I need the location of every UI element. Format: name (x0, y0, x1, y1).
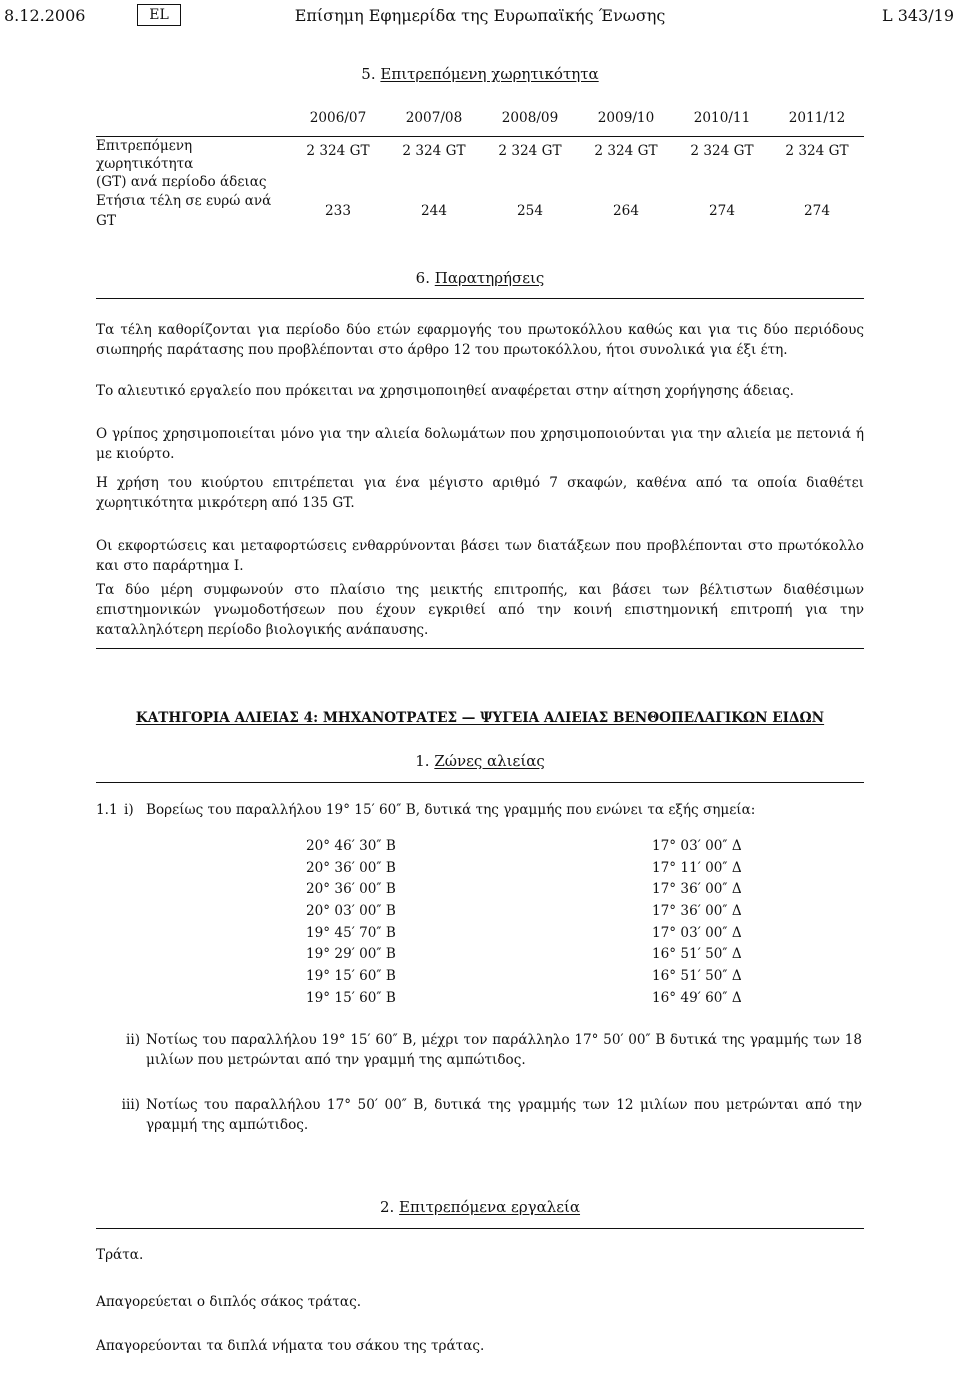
row-label: Επιτρεπόμενη χωρητικότητα (GT) ανά περίοδο άδειας (96, 137, 267, 190)
table-row (96, 136, 864, 191)
list-item: 19° 15′ 60″ Β 16° 49′ 60″ Δ (306, 989, 742, 1006)
table-cell: 233 (325, 202, 351, 219)
gear-line: Απαγορεύεται ο διπλός σάκος τράτας. (96, 1294, 362, 1310)
list-item: 20° 46′ 30″ Β 17° 03′ 00″ Δ (306, 838, 742, 854)
list-item: 20° 03′ 00″ Β 17° 36′ 00″ Δ (306, 903, 742, 920)
remark-paragraph: Το αλιευτικό εργαλείο που πρόκειται να χρησιμοποιηθεί αναφέρεται στην αίτηση χορήγησης άδειας. (96, 383, 795, 399)
section-5-text: Επιτρεπόμενη χωρητικότητα (380, 65, 599, 83)
item-i-label: i) (124, 802, 134, 818)
list-item: 20° 36′ 00″ Β 17° 11′ 00″ Δ (306, 859, 742, 876)
list-item: 19° 29′ 00″ Β 16° 51′ 50″ Δ (306, 946, 742, 963)
section-divider (96, 648, 864, 649)
table-cell: 2 324 GT (498, 142, 562, 159)
table-header-row (96, 100, 864, 136)
item-ii-text: Νοτίως του παραλλήλου 19° 15′ 60″ Β, μέχρι τον παράλληλο 17° 50′ 00″ Β δυτικά της γραμμής των 18 μιλίων που μετρώνται από την γραμμή της αμπώτιδος. (146, 1032, 862, 1068)
remark-paragraph: Τα δύο μέρη συμφωνούν στο πλαίσιο της μεικτής επιτροπής, και βάσει των βέλτιστων διαθέσιμων επιστημονικών γνωμοδοτήσεων που έχουν εγκριθεί από την κοινή επιστημονική επιτροπή για την καταλληλότερη περίοδο βιολογικής ανάπαυσης. (96, 582, 864, 638)
remark-paragraph: Ο γρίπος χρησιμοποιείται μόνο για την αλιεία δολωμάτων που χρησιμοποιούνται για την αλιεία με πετονιά ή με κιούρτο. (96, 426, 864, 462)
gear-number: 2. (379, 1198, 395, 1216)
section-6-text: Παρατηρήσεις (434, 269, 545, 287)
table-cell: 254 (517, 202, 543, 219)
item-ii-label: ii) (126, 1032, 140, 1048)
item-number: 1.1 (96, 802, 118, 818)
zones-text: Ζώνες αλιείας (434, 752, 545, 770)
section-5-title (96, 64, 864, 84)
table-cell: 244 (421, 202, 447, 219)
section-5-number: 5. (361, 65, 376, 83)
section-divider (96, 298, 864, 299)
item-iii-label: iii) (121, 1097, 140, 1113)
column-header: 2011/12 (788, 109, 846, 126)
coordinates-list (306, 836, 746, 1010)
page-reference: L 343/19 (882, 6, 954, 25)
gear-text: Επιτρεπόμενα εργαλεία (399, 1198, 581, 1216)
remark-paragraph: Τα τέλη καθορίζονται για περίοδο δύο ετών εφαρμογής του πρωτοκόλλου καθώς και για τις δύο περιόδους σιωπηρής παράτασης που προβλέπονται στο άρθρο 12 του πρωτοκόλλου, ήτοι συνολικά για έξι έτη. (96, 322, 864, 358)
table-cell: 274 (709, 202, 735, 219)
list-item: 20° 36′ 00″ Β 17° 36′ 00″ Δ (306, 881, 742, 898)
table-row (96, 191, 864, 231)
item-i-text: Βορείως του παραλλήλου 19° 15′ 60″ Β, δυτικά της γραμμής που ενώνει τα εξής σημεία: (146, 802, 756, 818)
table-cell: 2 324 GT (594, 142, 658, 159)
remark-paragraph: Η χρήση του κιούρτου επιτρέπεται για ένα μέγιστο αριθμό 7 σκαφών, καθένα από τα οποία διαθέτει χωρητικότητα μικρότερη από 135 GT. (96, 475, 864, 511)
header-date: 8.12.2006 (4, 6, 86, 25)
zones-title (96, 751, 864, 771)
language-badge: EL (137, 4, 181, 26)
column-header: 2010/11 (693, 109, 751, 126)
column-header: 2009/10 (597, 109, 655, 126)
section-divider (96, 1228, 864, 1229)
column-header: 2008/09 (501, 109, 559, 126)
remark-paragraph: Οι εκφορτώσεις και μεταφορτώσεις ενθαρρύνονται βάσει των διατάξεων που προβλέπονται στο πρωτόκολλο και στο παράρτημα I. (96, 538, 864, 574)
list-item: 19° 15′ 60″ Β 16° 51′ 50″ Δ (306, 968, 742, 985)
table-cell: 264 (613, 202, 639, 219)
item-iii-text: Νοτίως του παραλλήλου 17° 50′ 00″ Β, δυτικά της γραμμής των 12 μιλίων που μετρώνται από την γραμμή της αμπώτιδος. (146, 1097, 862, 1133)
table-cell: 2 324 GT (402, 142, 466, 159)
table-cell: 2 324 GT (306, 142, 370, 159)
table-cell: 2 324 GT (690, 142, 754, 159)
section-divider (96, 782, 864, 783)
quota-table (96, 100, 864, 231)
gear-line: Τράτα. (96, 1247, 144, 1263)
journal-title: Επίσημη Εφημερίδα της Ευρωπαϊκής Ένωσης (294, 6, 666, 25)
zones-number: 1. (415, 752, 430, 770)
gear-line: Απαγορεύονται τα διπλά νήματα του σάκου της τράτας. (96, 1338, 485, 1354)
column-header: 2007/08 (405, 109, 463, 126)
section-6-number: 6. (415, 269, 430, 287)
table-cell: 274 (804, 202, 830, 219)
category-heading: ΚΑΤΗΓΟΡΙΑ ΑΛΙΕΙΑΣ 4: ΜΗΧΑΝΟΤΡΑΤΕΣ — ΨΥΓΕΙΑ ΑΛΙΕΙΑΣ ΒΕΝΘΟΠΕΛΑΓΙΚΩΝ ΕΙΔΩΝ (135, 710, 825, 726)
table-cell: 2 324 GT (785, 142, 849, 159)
section-6-title (96, 268, 864, 288)
gear-title (96, 1197, 864, 1217)
list-item: 19° 45′ 70″ Β 17° 03′ 00″ Δ (306, 924, 742, 941)
row-label: Ετήσια τέλη σε ευρώ ανά GT (96, 192, 272, 229)
column-header: 2006/07 (309, 109, 367, 126)
